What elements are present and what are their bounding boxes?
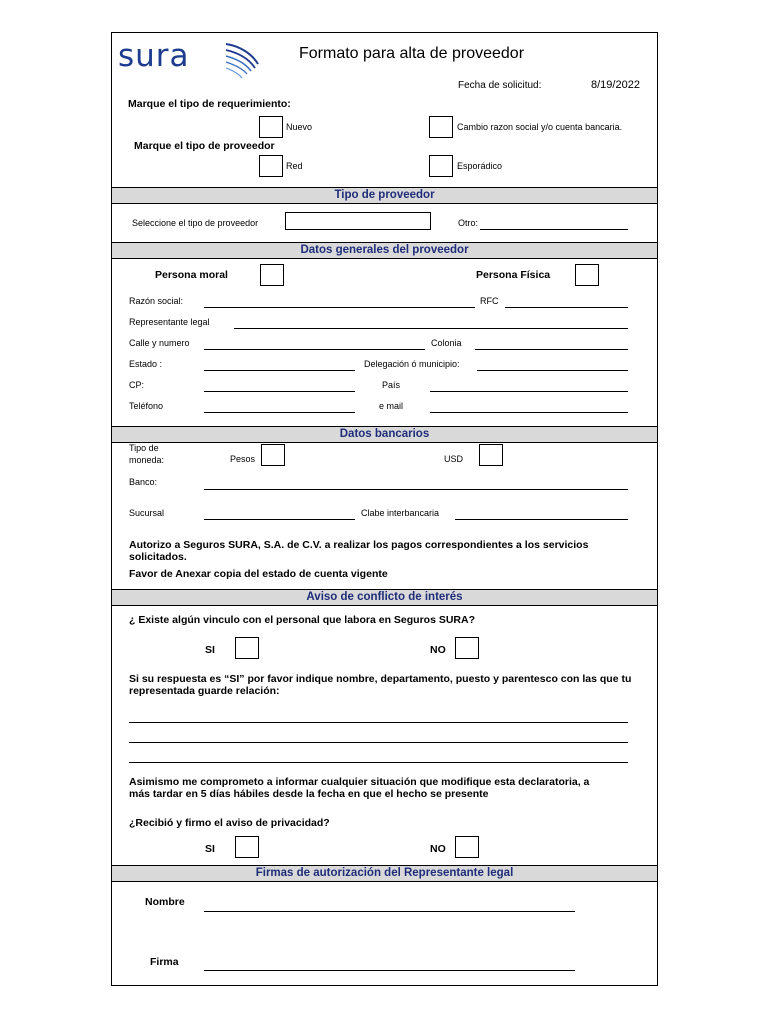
label-rfc: RFC	[480, 296, 499, 306]
label-seleccione: Seleccione el tipo de proveedor	[132, 218, 259, 228]
checkbox-no[interactable]	[455, 637, 479, 659]
pais-field[interactable]	[430, 391, 628, 392]
label-si-privacidad: SI	[205, 843, 215, 855]
nombre-field[interactable]	[204, 911, 575, 912]
checkbox-esporadico[interactable]	[429, 155, 453, 177]
label-cp: CP:	[129, 380, 145, 390]
label-colonia: Colonia	[431, 338, 462, 348]
label-firma: Firma	[150, 956, 179, 968]
label-cambio: Cambio razon social y/o cuenta bancaria.	[457, 122, 623, 132]
label-usd: USD	[444, 454, 464, 464]
label-tipo-moneda-1: Tipo de	[129, 443, 159, 453]
band-datos-generales: Datos generales del proveedor	[112, 242, 657, 259]
page-title: Formato para alta de proveedor	[299, 45, 525, 62]
email-field[interactable]	[430, 412, 628, 413]
banco-field[interactable]	[204, 489, 628, 490]
delegacion-field[interactable]	[477, 370, 628, 371]
checkbox-persona-moral[interactable]	[260, 264, 284, 286]
clabe-field[interactable]	[455, 519, 628, 520]
band-firmas: Firmas de autorización del Representante legal	[112, 865, 657, 882]
label-nuevo: Nuevo	[286, 122, 313, 132]
label-pesos: Pesos	[230, 454, 256, 464]
colonia-field[interactable]	[475, 349, 628, 350]
label-otro: Otro:	[458, 218, 479, 228]
sura-logo-icon	[222, 40, 262, 84]
label-pais: País	[382, 380, 401, 390]
relacion-line-1[interactable]	[129, 722, 628, 723]
label-red: Red	[286, 161, 303, 171]
label-razon-social: Razón social:	[129, 296, 184, 306]
label-estado: Estado :	[129, 359, 163, 369]
checkbox-si-privacidad[interactable]	[235, 836, 259, 858]
label-esporadico: Esporádico	[457, 161, 503, 171]
autorizo-text-2: solicitados.	[129, 551, 187, 563]
checkbox-red[interactable]	[259, 155, 283, 177]
sucursal-field[interactable]	[204, 519, 355, 520]
tipo-proveedor-select[interactable]	[285, 212, 431, 230]
label-no: NO	[430, 644, 446, 656]
label-telefono: Teléfono	[129, 401, 164, 411]
tipo-proveedor-heading: Marque el tipo de proveedor	[134, 140, 275, 152]
razon-social-field[interactable]	[204, 307, 475, 308]
telefono-field[interactable]	[204, 412, 355, 413]
privacidad-pregunta: ¿Recibió y firmo el aviso de privacidad?	[129, 817, 330, 829]
otro-field[interactable]	[480, 229, 628, 230]
label-no-privacidad: NO	[430, 843, 446, 855]
anexar-text: Favor de Anexar copia del estado de cuenta vigente	[129, 568, 388, 580]
firma-field[interactable]	[204, 970, 575, 971]
checkbox-usd[interactable]	[479, 444, 503, 466]
checkbox-nuevo[interactable]	[259, 116, 283, 138]
band-datos-bancarios: Datos bancarios	[112, 426, 657, 443]
conflicto-pregunta: ¿ Existe algún vinculo con el personal que labora en Seguros SURA?	[129, 614, 475, 626]
compromiso-text-2: más tardar en 5 días hábiles desde la fecha en que el hecho se presente	[129, 788, 489, 800]
autorizo-text-1: Autorizo a Seguros SURA, S.A. de C.V. a realizar los pagos correspondientes a los servicios	[129, 539, 589, 551]
label-persona-fisica: Persona Física	[476, 269, 551, 281]
label-delegacion: Delegación ó municipio:	[364, 359, 460, 369]
checkbox-no-privacidad[interactable]	[455, 836, 479, 858]
band-tipo-proveedor: Tipo de proveedor	[112, 187, 657, 204]
respuesta-text-2: representada guarde relación:	[129, 685, 280, 697]
label-banco: Banco:	[129, 477, 158, 487]
fecha-label: Fecha de solicitud:	[458, 80, 542, 91]
label-persona-moral: Persona moral	[155, 269, 228, 281]
respuesta-text-1: Si su respuesta es “SI” por favor indique nombre, departamento, puesto y parentesco con las que tu	[129, 673, 632, 685]
label-email: e mail	[379, 401, 404, 411]
checkbox-cambio[interactable]	[429, 116, 453, 138]
label-si: SI	[205, 644, 215, 656]
estado-field[interactable]	[204, 370, 355, 371]
label-tipo-moneda-2: moneda:	[129, 455, 165, 465]
cp-field[interactable]	[204, 391, 355, 392]
representante-field[interactable]	[234, 328, 628, 329]
rfc-field[interactable]	[505, 307, 628, 308]
fecha-value: 8/19/2022	[591, 79, 640, 91]
checkbox-persona-fisica[interactable]	[575, 264, 599, 286]
checkbox-pesos[interactable]	[261, 444, 285, 466]
calle-field[interactable]	[204, 349, 425, 350]
compromiso-text-1: Asimismo me comprometo a informar cualquier situación que modifique esta declaratoria, a	[129, 776, 590, 788]
band-conflicto: Aviso de conflicto de interés	[112, 589, 657, 606]
relacion-line-3[interactable]	[129, 762, 628, 763]
label-calle: Calle y numero	[129, 338, 190, 348]
checkbox-si[interactable]	[235, 637, 259, 659]
label-nombre: Nombre	[145, 896, 185, 908]
sura-logo-text: sura	[118, 38, 190, 74]
relacion-line-2[interactable]	[129, 742, 628, 743]
requerimiento-heading: Marque el tipo de requerimiento:	[128, 98, 291, 110]
label-clabe: Clabe interbancaria	[361, 508, 440, 518]
label-representante: Representante legal	[129, 317, 210, 327]
label-sucursal: Sucursal	[129, 508, 165, 518]
